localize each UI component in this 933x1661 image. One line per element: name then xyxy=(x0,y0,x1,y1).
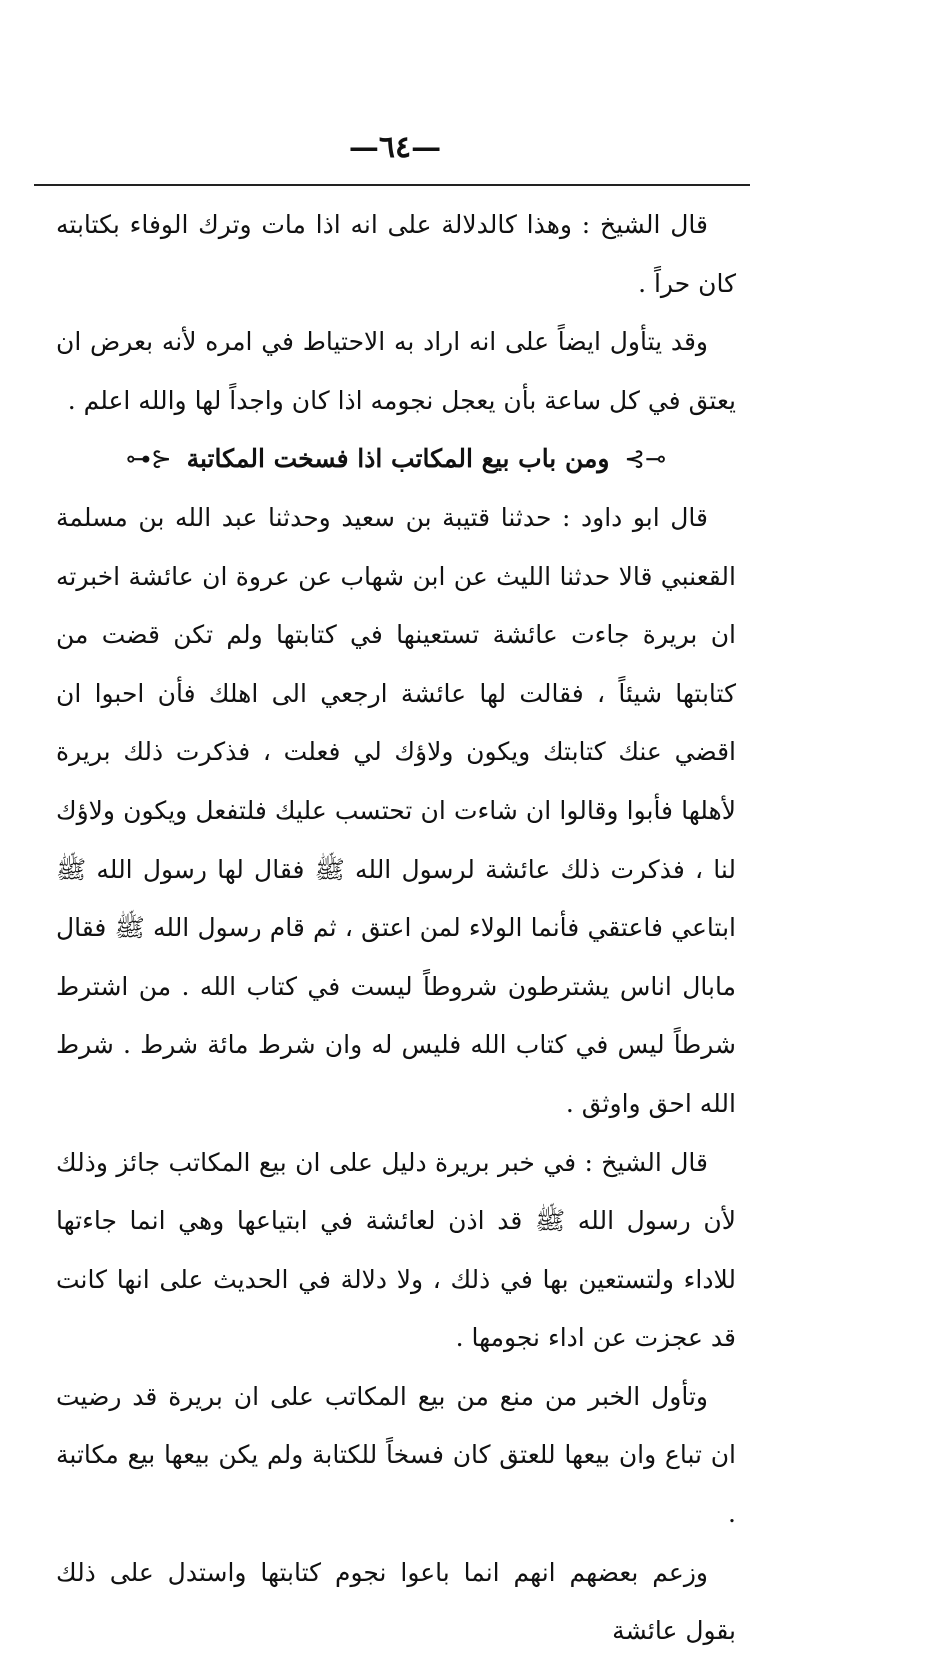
heading-ornament-right: ⊸⊱ xyxy=(624,444,667,474)
paragraph-6: وزعم بعضهم انهم انما باعوا نجوم كتابتها واستدل على ذلك بقول عائشة xyxy=(56,1557,736,1646)
heading-text: ومن باب بيع المكاتب اذا فسخت المكاتبة xyxy=(186,444,610,474)
paragraph-3: قال ابو داود : حدثنا قتيبة بن سعيد وحدثنا عبد الله بن مسلمة القعنبي قالا حدثنا الليث عن ابن شهاب عن عروة ان عائشة اخبرته ان بريرة جاءت عائشة تستعينها في كتابتها ولم تكن قضت من كتابتها شيئاً ، فقالت لها عائشة ارجعي الى اهلك فأن احبوا ان اقضي عنك كتابتك ويكون ولاؤك لي فعلت ، فذكرت ذلك بريرة لأهلها فأبوا وقالوا ان شاءت ان تحتسب عليك فلتفعل ويكون ولاؤك لنا ، فذكرت ذلك عائشة لرسول الله ﷺ فقال لها رسول الله ﷺ ابتاعي فاعتقي فأنما الولاء لمن اعتق ، ثم قام رسول الله ﷺ فقال مابال اناس يشترطون شروطاً ليست في كتاب الله . من اشترط شرطاً ليس في كتاب الله فليس له وان شرط مائة شرط . شرط الله احق واوثق . xyxy=(56,502,736,1118)
page-number: —٦٤— xyxy=(348,130,442,165)
paragraph-1: قال الشيخ : وهذا كالدلالة على انه اذا مات وترك الوفاء بكتابته كان حراً . xyxy=(56,210,736,298)
section-heading xyxy=(56,430,736,489)
paragraph-5: وتأول الخبر من منع من بيع المكاتب على ان بريرة قد رضيت ان تباع وان بيعها للعتق كان فسخاً للكتابة ولم يكن بيعها بيع مكاتبة . xyxy=(56,1381,736,1529)
heading-ornament-left: ⊰⊷ xyxy=(125,444,172,474)
header-rule xyxy=(34,184,750,186)
paragraph-4: قال الشيخ : في خبر بريرة دليل على ان بيع المكاتب جائز وذلك لأن رسول الله ﷺ قد اذن لعائشة في ابتياعها وهي انما جاءتها للاداء ولتستعين بها في ذلك ، ولا دلالة في الحديث على انها كانت قد عجزت عن اداء نجومها . xyxy=(56,1147,736,1353)
paragraph-2: وقد يتأول ايضاً على انه اراد به الاحتياط في امره لأنه بعرض ان يعتق في كل ساعة بأن يعجل نجومه اذا كان واجداً لها والله اعلم . xyxy=(56,327,736,415)
body-text xyxy=(56,196,736,1661)
